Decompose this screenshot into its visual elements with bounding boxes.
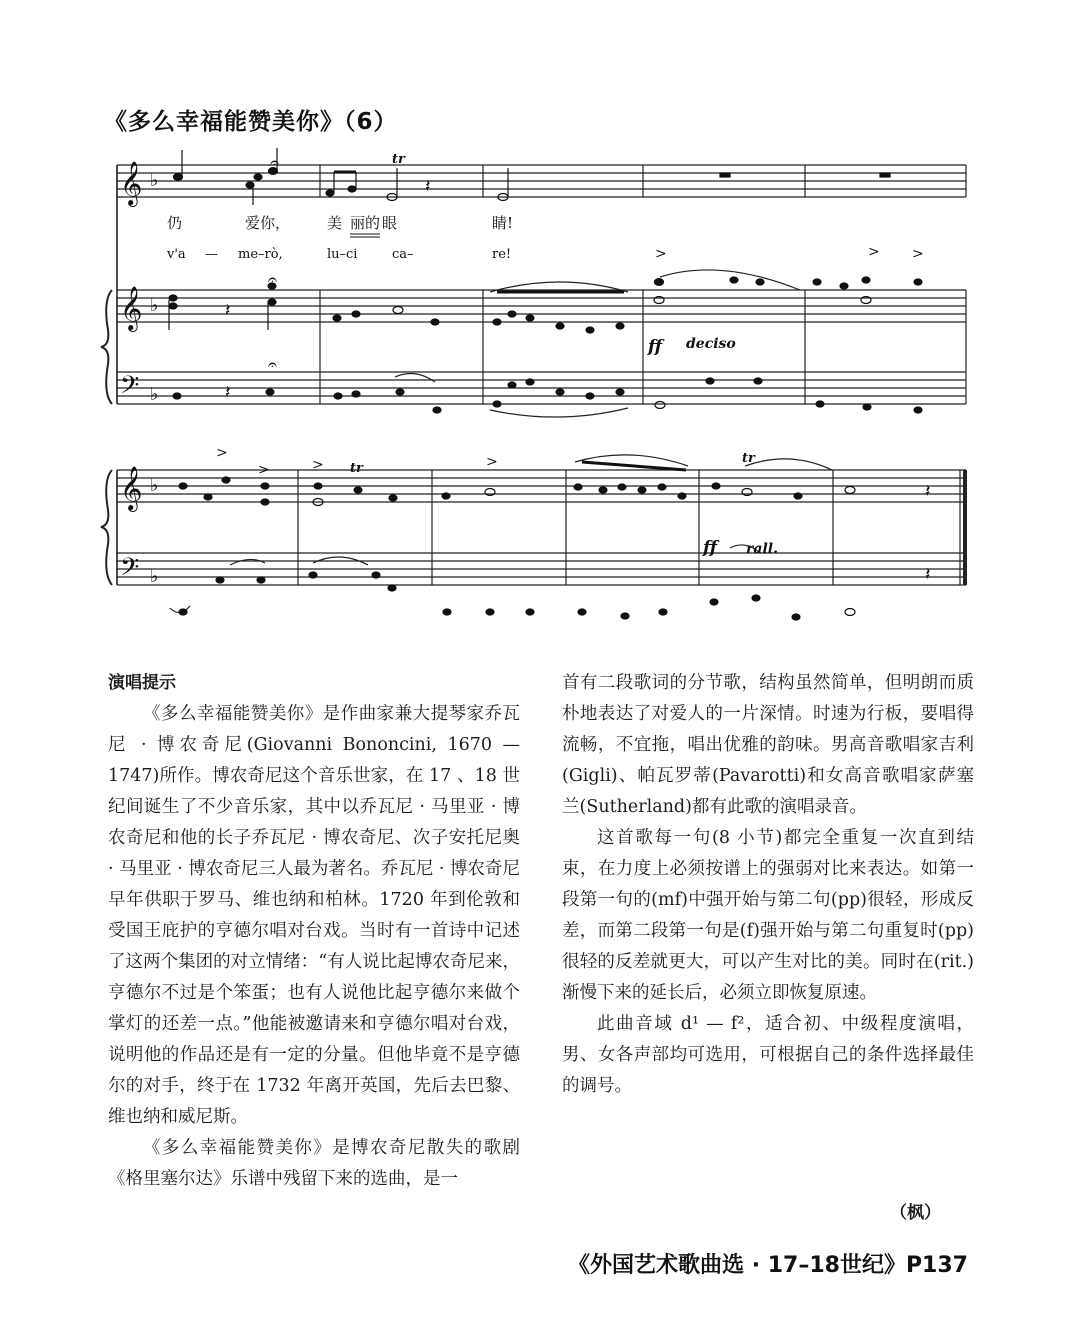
lyric-cn: 丽的: [350, 214, 381, 232]
flat-icon: ♭: [150, 295, 159, 316]
notes-right-column: [562, 668, 974, 1102]
tempo-marking: deciso: [686, 336, 736, 352]
bass-clef-icon: 𝄢: [120, 553, 140, 588]
svg-text:>: >: [486, 454, 498, 470]
page-title: 《多么幸福能赞美你》（6）: [104, 109, 398, 135]
lyric-it: lu–ci: [327, 247, 358, 262]
tempo-marking: rall.: [746, 541, 778, 557]
svg-text:𝄽: 𝄽: [225, 300, 231, 321]
flat-icon: ♭: [150, 566, 159, 587]
page-footer: 《外国艺术歌曲选 · 17–18世纪》P137: [568, 1253, 968, 1278]
svg-text:𝄽: 𝄽: [225, 382, 231, 403]
treble-clef-icon: 𝄞: [120, 286, 143, 330]
notes-paragraph: 首有二段歌词的分节歌，结构虽然简单，但明朗而质朴地表达了对爱人的一片深情。时速为行板，要唱得流畅，不宜拖，唱出优雅的韵味。男高音歌唱家吉利(Gigli)、帕瓦罗蒂(Pavarotti)和女高音歌唱家萨塞兰(Sutherland)都有此歌的演唱录音。: [562, 673, 974, 817]
trill-mark: tr: [392, 152, 405, 167]
notes-heading: 演唱提示: [108, 673, 176, 693]
piano-lh-staff-2: [117, 553, 966, 585]
bass-clef-icon: 𝄢: [120, 371, 140, 406]
lyric-cn: 美: [327, 214, 343, 232]
flat-icon: ♭: [150, 475, 159, 496]
lyric-cn: 眼: [382, 214, 398, 232]
lyric-cn: 睛!: [492, 214, 514, 232]
lyric-it: me–rò,: [238, 247, 283, 262]
piano-lh-staff: [117, 372, 966, 404]
flat-icon: ♭: [150, 170, 159, 191]
svg-text:>: >: [868, 244, 880, 260]
lyric-it: re!: [492, 247, 512, 262]
flat-icon: ♭: [150, 384, 159, 405]
trill-mark: tr: [350, 461, 363, 476]
svg-text:𝄽: 𝄽: [925, 564, 931, 585]
notes-paragraph: 此曲音域 d¹ — f²，适合初、中级程度演唱，男、女各声部均可选用，可根据自己的条件选择最佳的调号。: [562, 1014, 974, 1096]
notes-left-column: [108, 668, 520, 1195]
svg-text:𝄐: 𝄐: [268, 270, 277, 289]
svg-text:>: >: [258, 462, 270, 478]
lyric-it: ca–: [392, 247, 414, 262]
treble-clef-icon: 𝄞: [120, 466, 143, 510]
author-signature: （枫）: [890, 1203, 941, 1223]
music-score: [0, 0, 1072, 640]
lyric-cn: 仍: [167, 214, 183, 232]
svg-text:𝄐: 𝄐: [270, 153, 279, 172]
svg-text:>: >: [912, 246, 924, 262]
notes-paragraph: 这首歌每一句(8 小节)都完全重复一次直到结束，在力度上必须按谱上的强弱对比来表达。如第一段第一句的(mf)中强开始与第二句(pp)很轻，形成反差，而第二段第一句是(f)强开始与第二句重复时(pp)很轻的反差就更大，可以产生对比的美。同时在(rit.)渐慢下来的延长后，必须立即恢复原速。: [562, 828, 974, 1003]
voice-staff: [117, 165, 966, 197]
svg-text:>: >: [312, 457, 324, 473]
treble-clef-icon: 𝄞: [120, 161, 143, 205]
svg-text:𝄽: 𝄽: [425, 176, 431, 197]
dynamic-ff: ff: [703, 538, 718, 558]
svg-text:𝄽: 𝄽: [925, 481, 931, 502]
lyric-it: —: [205, 247, 218, 262]
lyric-cn: 爱你，: [245, 214, 291, 232]
trill-mark: tr: [742, 451, 755, 466]
svg-text:>: >: [216, 445, 228, 461]
piano-rh-staff-2: [117, 470, 966, 502]
piano-rh-staff: [117, 290, 966, 322]
svg-text:𝄐: 𝄐: [268, 355, 277, 374]
notes-paragraph: 《多么幸福能赞美你》是博农奇尼散失的歌剧《格里塞尔达》乐谱中残留下来的选曲，是一: [108, 1138, 520, 1189]
dynamic-ff: ff: [648, 337, 663, 357]
lyric-it: v'a: [167, 247, 186, 262]
notes-paragraph: 《多么幸福能赞美你》是作曲家兼大提琴家乔瓦尼 · 博农奇尼(Giovanni Bononcini, 1670 — 1747)所作。博农奇尼这个音乐世家，在 17 、18 世纪间诞生了不少音乐家，其中以乔瓦尼 · 马里亚 · 博农奇尼和他的长子乔瓦尼 · 博农奇尼、次子安托尼奥 · 马里亚 · 博农奇尼三人最为著名。乔瓦尼 · 博农奇尼早年供职于罗马、维也纳和柏林。1720 年到伦敦和受国王庇护的亨德尔唱对台戏。当时有一首诗中记述了这两个集团的对立情绪：“有人说比起博农奇尼来，亨德尔不过是个笨蛋；也有人说他比起亨德尔来做个掌灯的还差一点。”他能被邀请来和亨德尔唱对台戏，说明他的作品还是有一定的分量。但他毕竟不是亨德尔的对手，终于在 1732 年离开英国，先后去巴黎、维也纳和威尼斯。: [108, 704, 521, 1127]
svg-text:>: >: [655, 246, 667, 262]
